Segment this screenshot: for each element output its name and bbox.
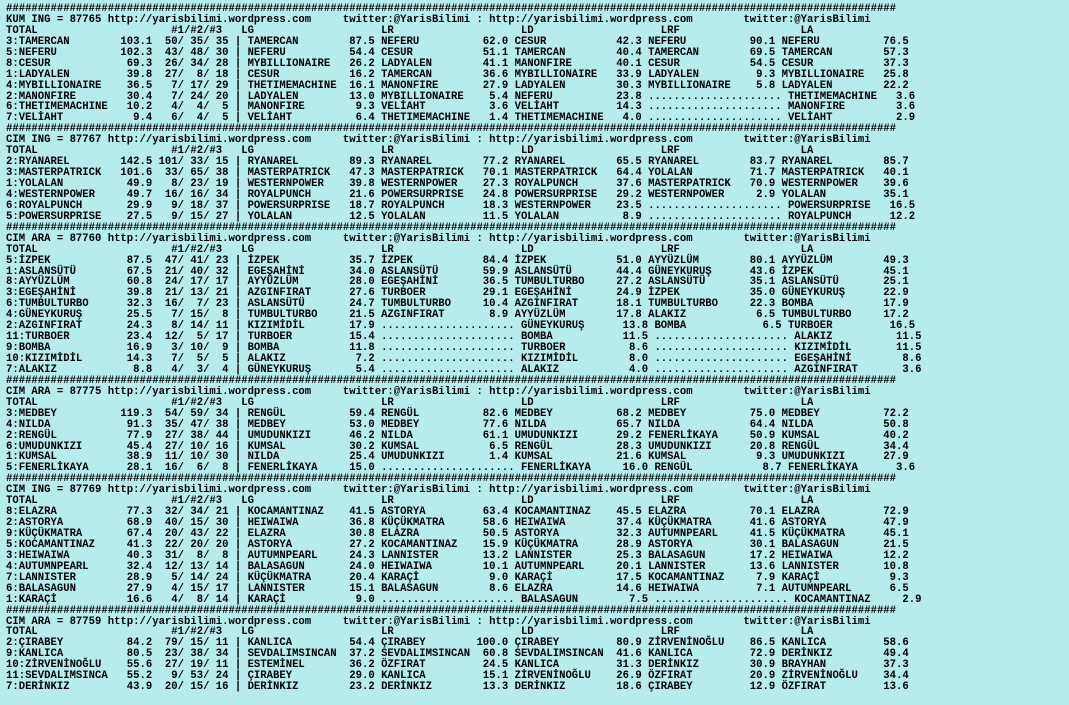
result-row: 10:ZİRVENİNOĞLU 55.6 27/ 19/ 11 | ESTEMİNEL 36.2 ÖZFIRAT 24.5 KANLICA 31.3 DERİNKIZ 30.9 BRAYHAN 37.3 (6, 659, 909, 672)
result-row: 4:NILDA 91.3 35/ 47/ 38 | MEDBEY 53.0 MEDBEY 77.6 NILDA 65.7 NILDA 64.4 NILDA 50.8 (6, 418, 909, 431)
result-row: 11:SEVDALIMSINCA 55.2 9/ 53/ 24 | ÇIRABEY 29.0 KANLICA 15.1 ZİRVENİNOĞLU 26.9 ÖZFIRAT 20.9 ZİRVENİNOĞLU 34.4 (6, 670, 909, 683)
column-header-line: TOTAL #1/#2/#3 LG LR LD LRF LA (6, 626, 814, 639)
result-row: 8:AYYÜZLÜM 60.8 24/ 17/ 17 | AYYÜZLÜM 28.0 EGEŞAHİNİ 36.5 TUMBULTURBO 27.2 ASLANSÜTÜ 35.1 ASLANSÜTÜ 25.1 (6, 276, 909, 289)
separator-line: ############################################################################################################################################ (6, 374, 897, 387)
result-row: 7:DERİNKIZ 43.9 20/ 15/ 16 | DERİNKIZ 23.2 DERİNKIZ 13.3 DERİNKIZ 18.6 ÇIRABEY 12.9 ÖZFIRAT 13.6 (6, 681, 909, 694)
result-row: 11:TURBOER 23.4 12/ 5/ 17 | TURBOER 15.4 ..................... BOMBA 11.5 ..................... ALAKIZ 11.5 (6, 331, 922, 344)
race-header-line: CIM ARA = 87759 http://yarisbilimi.wordpress.com twitter:@YarisBilimi : http://yarisbilimi.wordpress.com twitter:@YarisBilimi (6, 615, 871, 628)
result-row: 9:KANLICA 80.5 23/ 38/ 34 | SEVDALIMSINCAN 37.2 SEVDALIMSINCAN 60.8 SEVDALIMSINCAN 41.6 KANLICA 72.9 DERİNKIZ 49.4 (6, 648, 909, 661)
result-row: 2:AZGINFIRAT 24.3 8/ 14/ 11 | KIZIMİDİL 17.9 ..................... GÜNEYKURUŞ 13.8 BOMBA 6.5 TURBOER 16.5 (6, 320, 916, 333)
result-row: 5:FENERLİKAYA 28.1 16/ 6/ 8 | FENERLİKAYA 15.0 ..................... FENERLİKAYA 16.0 RENGÜL 8.7 FENERLİKAYA 3.6 (6, 462, 916, 475)
result-row: 7:LANNISTER 28.9 5/ 14/ 24 | KÜÇÜKMATRA 20.4 KARAÇİ 9.0 KARAÇİ 17.5 KOCAMANTINAZ 7.9 KARAÇİ 9.3 (6, 571, 909, 584)
result-row: 1:ASLANSÜTÜ 67.5 21/ 40/ 32 | EGEŞAHİNİ 34.0 ASLANSÜTÜ 59.9 ASLANSÜTÜ 44.4 GÜNEYKURUŞ 43.6 İZPEK 45.1 (6, 265, 909, 278)
column-header-line: TOTAL #1/#2/#3 LG LR LD LRF LA (6, 24, 814, 37)
result-row: 4:MYBILLIONAIRE 36.5 7/ 17/ 29 | THETIMEMACHINE 16.1 MANONFIRE 27.9 LADYALEN 30.3 MYBILLIONAIRE 5.8 LADYALEN 22.2 (6, 79, 909, 92)
result-row: 5:İZPEK 87.5 47/ 41/ 23 | İZPEK 35.7 İZPEK 84.4 İZPEK 51.0 AYYÜZLÜM 80.1 AYYÜZLÜM 49.3 (6, 254, 909, 267)
result-row: 2:RENGÜL 77.9 27/ 38/ 44 | UMUDUNKIZI 46.2 NILDA 61.1 UMUDUNKIZI 29.2 FENERLİKAYA 50.9 KUMSAL 40.2 (6, 429, 909, 442)
result-row: 8:ELAZRA 77.3 32/ 34/ 21 | KOCAMANTINAZ 41.5 ASTORYA 63.4 KOCAMANTINAZ 45.5 ELAZRA 70.1 ELAZRA 72.9 (6, 506, 909, 519)
result-row: 4:GÜNEYKURUŞ 25.5 7/ 15/ 8 | TUMBULTURBO 21.5 AZGINFIRAT 8.9 AYYÜZLÜM 17.8 ALAKIZ 6.5 TUMBULTURBO 17.2 (6, 309, 909, 322)
column-header-line: TOTAL #1/#2/#3 LG LR LD LRF LA (6, 396, 814, 409)
result-row: 5:KOCAMANTINAZ 41.3 22/ 20/ 20 | ASTORYA 27.2 KOCAMANTINAZ 15.9 KÜÇÜKMATRA 28.9 ASTORYA 30.1 BALASAGUN 21.5 (6, 538, 909, 551)
separator-line: ############################################################################################################################################ (6, 473, 897, 486)
result-row: 6:TUMBULTURBO 32.3 16/ 7/ 23 | ASLANSÜTÜ 24.7 TUMBULTURBO 10.4 AZGINFIRAT 18.1 TUMBULTURBO 22.3 BOMBA 17.9 (6, 298, 909, 311)
result-row: 3:HEIWAIWA 40.3 31/ 8/ 8 | AUTUMNPEARL 24.3 LANNISTER 13.2 LANNISTER 25.3 BALASAGUN 17.2 HEIWAIWA 12.2 (6, 549, 909, 562)
result-row: 6:THETIMEMACHINE 10.2 4/ 4/ 5 | MANONFIRE 9.3 VELİAHT 3.6 VELİAHT 14.3 ..................... MANONFIRE 3.6 (6, 101, 916, 114)
result-row: 6:ROYALPUNCH 29.9 9/ 18/ 37 | POWERSURPRISE 18.7 ROYALPUNCH 18.3 WESTERNPOWER 23.5 ..................... POWERSURPRISE 16.5 (6, 199, 916, 212)
result-row: 1:YOLALAN 49.9 8/ 23/ 19 | WESTERNPOWER 39.8 WESTERNPOWER 27.3 ROYALPUNCH 37.6 MASTERPATRICK 70.9 WESTERNPOWER 39.6 (6, 178, 909, 190)
result-row: 4:WESTERNPOWER 49.7 16/ 16/ 34 | ROYALPUNCH 21.6 POWERSURPRISE 24.8 POWERSURPRISE 29.2 WESTERNPOWER 2.9 YOLALAN 35.1 (6, 188, 909, 201)
result-row: 2:ASTORYA 68.9 40/ 15/ 30 | HEIWAIWA 36.8 KÜÇÜKMATRA 58.6 HEIWAIWA 37.4 KÜÇÜKMATRA 41.6 ASTORYA 47.9 (6, 517, 909, 530)
result-row: 1:LADYALEN 39.8 27/ 8/ 18 | CESUR 16.2 TAMERCAN 36.6 MYBILLIONAIRE 33.9 LADYALEN 9.3 MYBILLIONAIRE 25.8 (6, 68, 909, 81)
result-row: 9:KÜÇÜKMATRA 67.4 20/ 43/ 22 | ELAZRA 30.8 ELAZRA 50.5 ASTORYA 32.3 AUTUMNPEARL 41.5 KÜÇÜKMATRA 45.1 (6, 528, 909, 540)
result-row: 3:MEDBEY 119.3 54/ 59/ 34 | RENGÜL 59.4 RENGÜL 82.6 MEDBEY 68.2 MEDBEY 75.0 MEDBEY 72.2 (6, 407, 909, 420)
result-row: 2:RYANAREL 142.5 101/ 33/ 15 | RYANAREL 89.3 RYANAREL 77.2 RYANAREL 65.5 RYANAREL 83.7 RYANAREL 85.7 (6, 156, 909, 169)
race-header-line: CIM ARA = 87775 http://yarisbilimi.wordpress.com twitter:@YarisBilimi : http://yarisbilimi.wordpress.com twitter:@YarisBilimi (6, 385, 871, 398)
result-row: 7:VELİAHT 9.4 6/ 4/ 5 | VELİAHT 6.4 THETIMEMACHINE 1.4 THETIMEMACHINE 4.0 ..................... VELİAHT 2.9 (6, 112, 916, 125)
result-row: 3:MASTERPATRICK 101.6 33/ 65/ 38 | MASTERPATRICK 47.3 MASTERPATRICK 70.1 MASTERPATRICK 64.4 YOLALAN 71.7 MASTERPATRICK 40.1 (6, 167, 909, 180)
result-row: 10:KIZIMİDİL 14.3 7/ 5/ 5 | ALAKIZ 7.2 ..................... KIZIMİDİL 8.0 ..................... EGEŞAHİNİ 8.6 (6, 353, 922, 365)
result-row: 3:EGEŞAHİNİ 39.8 21/ 13/ 21 | AZGINFIRAT 27.6 TURBOER 29.1 EGEŞAHİNİ 24.9 İZPEK 35.0 GÜNEYKURUŞ 22.9 (6, 287, 909, 300)
result-row: 4:AUTUMNPEARL 32.4 12/ 13/ 14 | BALASAGUN 24.0 HEIWAIWA 10.1 AUTUMNPEARL 20.1 LANNISTER 13.6 LANNISTER 10.8 (6, 560, 909, 573)
result-row: 3:TAMERCAN 103.1 50/ 35/ 35 | TAMERCAN 87.5 NEFERU 62.0 CESUR 42.3 NEFERU 90.1 NEFERU 76.5 (6, 35, 909, 48)
result-row: 2:ÇIRABEY 84.2 79/ 15/ 11 | KANLICA 54.4 ÇIRABEY 100.0 ÇIRABEY 80.9 ZİRVENİNOĞLU 86.5 KANLICA 58.6 (6, 637, 909, 650)
result-row: 2:MANONFIRE 30.4 7/ 24/ 20 | LADYALEN 13.0 MYBILLIONAIRE 5.4 NEFERU 23.8 ..................... THETIMEMACHINE 3.6 (6, 90, 916, 103)
result-row: 1:KARAÇİ 16.6 4/ 8/ 14 | KARAÇİ 9.0 ..................... BALASAGUN 7.5 ..................... KOCAMANTINAZ 2.9 (6, 593, 922, 606)
column-header-line: TOTAL #1/#2/#3 LG LR LD LRF LA (6, 145, 814, 158)
result-row: 5:POWERSURPRISE 27.5 9/ 15/ 27 | YOLALAN 12.5 YOLALAN 11.5 YOLALAN 8.9 ..................... ROYALPUNCH 12.2 (6, 210, 916, 223)
column-header-line: TOTAL #1/#2/#3 LG LR LD LRF LA (6, 243, 814, 256)
separator-line: ############################################################################################################################################ (6, 604, 897, 617)
result-row: 8:CESUR 69.3 26/ 34/ 28 | MYBILLIONAIRE 26.2 LADYALEN 41.1 MANONFIRE 40.1 CESUR 54.5 CESUR 37.3 (6, 57, 909, 70)
race-header-line: CIM ARA = 87760 http://yarisbilimi.wordpress.com twitter:@YarisBilimi : http://yarisbilimi.wordpress.com twitter:@YarisBilimi (6, 232, 871, 245)
race-header-line: CIM ING = 87769 http://yarisbilimi.wordpress.com twitter:@YarisBilimi : http://yarisbilimi.wordpress.com twitter:@YarisBilimi (6, 484, 871, 497)
race-header-line: KUM ING = 87765 http://yarisbilimi.wordpress.com twitter:@YarisBilimi : http://yarisbilimi.wordpress.com twitter:@YarisBilimi (6, 13, 871, 26)
result-row: 7:ALAKIZ 8.8 4/ 3/ 4 | GÜNEYKURUŞ 5.4 ..................... ALAKIZ 4.0 ..................... AZGINFIRAT 3.6 (6, 363, 922, 376)
separator-line: ############################################################################################################################################ (6, 123, 897, 136)
result-row: 6:BALASAGUN 27.9 4/ 15/ 17 | LANNISTER 15.1 BALASAGUN 8.6 ELAZRA 14.6 HEIWAIWA 7.1 AUTUMNPEARL 6.5 (6, 582, 909, 595)
result-row: 5:NEFERU 102.3 43/ 48/ 30 | NEFERU 54.4 CESUR 51.1 TAMERCAN 40.4 TAMERCAN 69.5 TAMERCAN 57.3 (6, 46, 909, 59)
separator-line: ############################################################################################################################################ (6, 221, 897, 234)
result-row: 1:KUMSAL 38.9 11/ 10/ 30 | NILDA 25.4 UMUDUNKIZI 1.4 KUMSAL 21.6 KUMSAL 9.3 UMUDUNKIZI 27.9 (6, 451, 909, 464)
result-row: 9:BOMBA 16.9 3/ 10/ 9 | BOMBA 11.8 ..................... TURBOER 8.6 ..................... KIZIMİDİL 11.5 (6, 342, 922, 355)
race-header-line: CIM ING = 87767 http://yarisbilimi.wordpress.com twitter:@YarisBilimi : http://yarisbilimi.wordpress.com twitter:@YarisBilimi (6, 134, 871, 147)
result-row: 6:UMUDUNKIZI 45.4 27/ 10/ 16 | KUMSAL 30.2 KUMSAL 6.5 RENGÜL 28.3 UMUDUNKIZI 20.8 RENGÜL 34.4 (6, 440, 909, 453)
separator-line: ############################################################################################################################################ (6, 3, 897, 15)
column-header-line: TOTAL #1/#2/#3 LG LR LD LRF LA (6, 495, 814, 508)
